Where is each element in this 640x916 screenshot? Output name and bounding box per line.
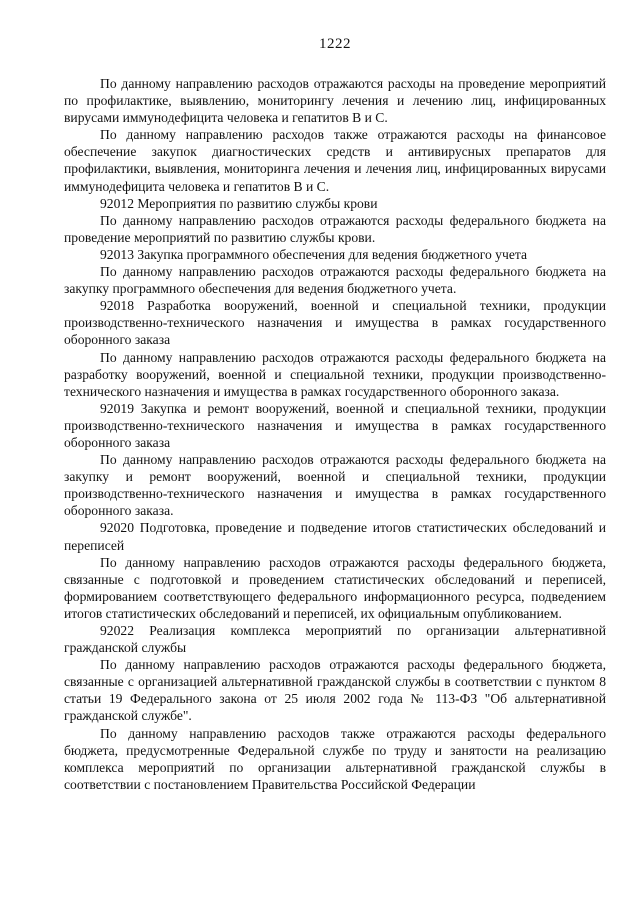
paragraph: По данному направлению расходов отражаются расходы федерального бюджета на проведение мероприятий по развитию службы крови.: [64, 212, 606, 245]
section-heading: 92013 Закупка программного обеспечения для ведения бюджетного учета: [100, 246, 527, 262]
paragraph: По данному направлению расходов отражаются расходы федерального бюджета, связанные с подготовкой и проведением статистических обследований и переписей, формированием соответствующего федерального информационного ресурса, подведением итогов статистических обследований и переписей, их официальным опубликованием.: [64, 554, 606, 621]
paragraph: По данному направлению расходов также отражаются расходы федерального бюджета, предусмотренные Федеральной службе по труду и занятости на реализацию комплекса мероприятий по организации альтернативной гражданской службы в соответствии с постановлением Правительства Российской Федерации: [64, 725, 606, 792]
paragraph: По данному направлению расходов отражаются расходы на проведение мероприятий по профилактике, выявлению, мониторингу лечения и лечению лиц, инфицированных вирусами иммунодефицита человека и гепатитов B и C.: [64, 76, 606, 126]
section-heading: 92012 Мероприятия по развитию службы крови: [100, 195, 378, 211]
section-heading: 92020 Подготовка, проведение и подведение итогов статистических обследований и переписей: [64, 520, 606, 553]
paragraph: По данному направлению расходов также отражаются расходы на финансовое обеспечение закупок диагностических средств и антивирусных препаратов для профилактики, выявления, мониторинга лечения и лечения лиц, инфицированных вирусами иммунодефицита человека и гепатитов B и C.: [64, 127, 606, 194]
paragraph: По данному направлению расходов отражаются расходы федерального бюджета на закупку программного обеспечения для ведения бюджетного учета.: [64, 264, 606, 297]
paragraph: По данному направлению расходов отражаются расходы федерального бюджета, связанные с организацией альтернативной гражданской службы в соответствии с пунктом 8 статьи 19 Федерального закона от 25 июля 2002 года № 113-ФЗ "Об альтернативной гражданской службе".: [64, 657, 606, 724]
section-heading: 92019 Закупка и ремонт вооружений, военной и специальной техники, продукции производственно-технического назначения и имущества в рамках государственного оборонного заказа: [64, 400, 606, 450]
section-heading: 92018 Разработка вооружений, военной и специальной техники, продукции производственно-технического назначения и имущества в рамках государственного оборонного заказа: [64, 298, 606, 348]
page-number: 1222: [319, 36, 351, 52]
paragraph: По данному направлению расходов отражаются расходы федерального бюджета на разработку вооружений, военной и специальной техники, продукции производственно-технического назначения и имущества в рамках государственного оборонного заказа.: [64, 349, 606, 399]
paragraph: По данному направлению расходов отражаются расходы федерального бюджета на закупку и ремонт вооружений, военной и специальной техники, продукции производственно-технического назначения и имущества в рамках государственного оборонного заказа.: [64, 452, 606, 519]
section-heading: 92022 Реализация комплекса мероприятий по организации альтернативной гражданской службы: [64, 623, 606, 656]
